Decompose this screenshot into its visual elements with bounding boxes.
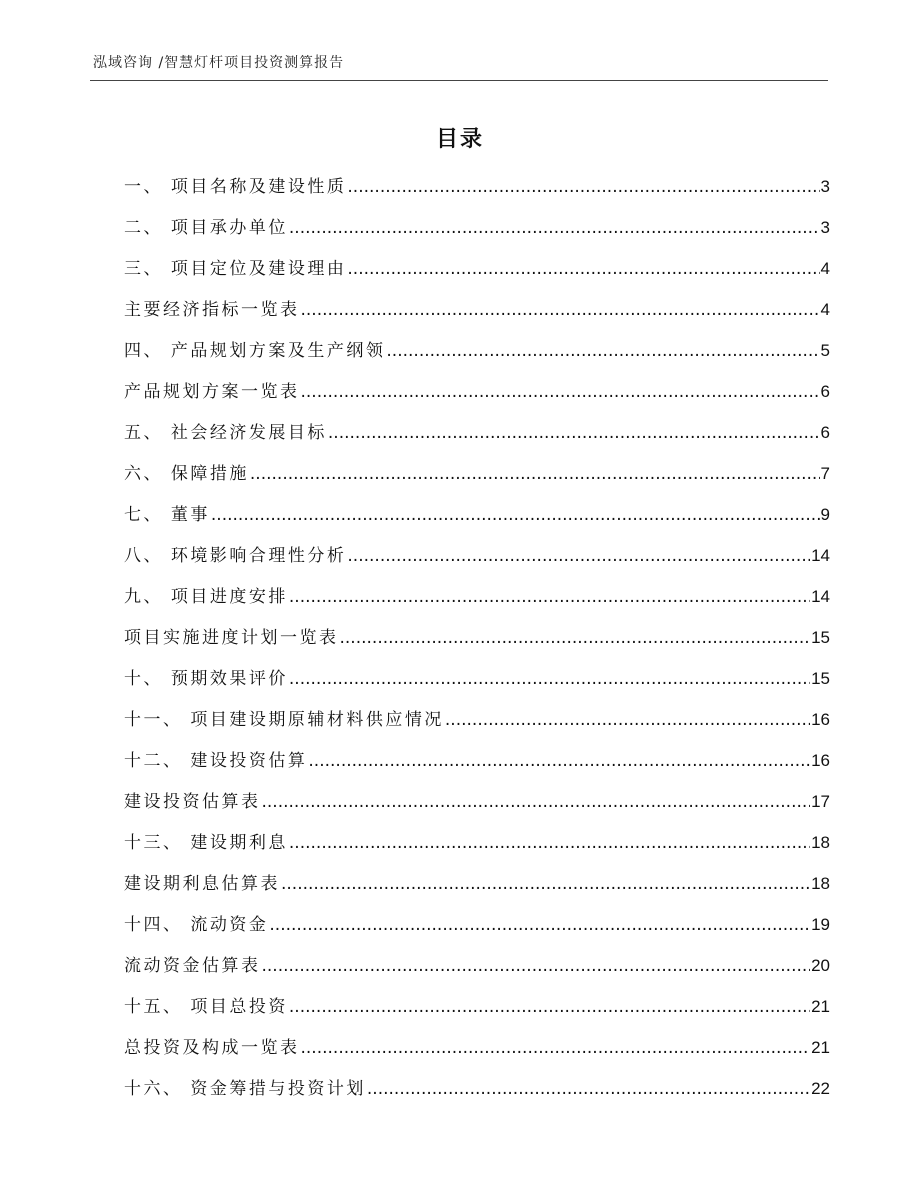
toc-leader-dots bbox=[289, 661, 810, 697]
toc-entry[interactable] bbox=[124, 210, 830, 251]
toc-entry-page-number: 15 bbox=[811, 669, 830, 688]
toc-entry-label: 四、 产品规划方案及生产纲领 bbox=[124, 341, 386, 361]
toc-entry-label: 总投资及构成一览表 bbox=[124, 1038, 300, 1058]
toc-leader-dots bbox=[308, 743, 810, 779]
toc-entry-label: 流动资金估算表 bbox=[124, 956, 261, 976]
toc-leader-dots bbox=[289, 825, 810, 861]
toc-entry-label: 产品规划方案一览表 bbox=[124, 382, 300, 402]
toc-entry[interactable] bbox=[124, 825, 830, 866]
toc-entry-page-number: 19 bbox=[811, 915, 830, 934]
toc-entry-label: 十四、 流动资金 bbox=[124, 915, 269, 935]
toc-leader-dots bbox=[367, 1071, 810, 1107]
toc-entry-label: 主要经济指标一览表 bbox=[124, 300, 300, 320]
toc-entry-page-number: 14 bbox=[811, 546, 830, 565]
toc-entry[interactable] bbox=[124, 579, 830, 620]
toc-leader-dots bbox=[289, 989, 810, 1025]
toc-entry-label: 一、 项目名称及建设性质 bbox=[124, 177, 347, 197]
toc-entry-page-number: 4 bbox=[820, 300, 830, 319]
toc-entry-page-number: 18 bbox=[811, 874, 830, 893]
toc-entry-label: 十三、 建设期利息 bbox=[124, 833, 288, 853]
toc-entry[interactable] bbox=[124, 702, 830, 743]
toc-entry[interactable] bbox=[124, 661, 830, 702]
toc-leader-dots bbox=[211, 497, 820, 533]
toc-entry[interactable] bbox=[124, 292, 830, 333]
toc-leader-dots bbox=[340, 620, 811, 656]
toc-entry-label: 八、 环境影响合理性分析 bbox=[124, 546, 347, 566]
toc-leader-dots bbox=[347, 538, 810, 574]
toc-entry-page-number: 9 bbox=[820, 505, 830, 524]
toc-entry-label: 十五、 项目总投资 bbox=[124, 997, 288, 1017]
toc-entry-page-number: 21 bbox=[811, 1038, 830, 1057]
toc-entry-page-number: 14 bbox=[811, 587, 830, 606]
toc-entry-page-number: 16 bbox=[811, 710, 830, 729]
toc-entry-label: 十一、 项目建设期原辅材料供应情况 bbox=[124, 710, 444, 730]
toc-entry-label: 六、 保障措施 bbox=[124, 464, 249, 484]
toc-entry-page-number: 5 bbox=[820, 341, 830, 360]
toc-entry[interactable] bbox=[124, 333, 830, 374]
toc-entry-page-number: 7 bbox=[820, 464, 830, 483]
toc-entry-page-number: 18 bbox=[811, 833, 830, 852]
toc-leader-dots bbox=[328, 415, 820, 451]
toc-entry-label: 十、 预期效果评价 bbox=[124, 669, 288, 689]
toc-leader-dots bbox=[301, 292, 820, 328]
toc-entry-page-number: 3 bbox=[820, 218, 830, 237]
toc-entry-page-number: 3 bbox=[820, 177, 830, 196]
toc-entry[interactable] bbox=[124, 866, 830, 907]
toc-entry[interactable] bbox=[124, 989, 830, 1030]
toc-entry[interactable] bbox=[124, 415, 830, 456]
toc-leader-dots bbox=[250, 456, 820, 492]
toc-entry-page-number: 21 bbox=[811, 997, 830, 1016]
toc-entry-page-number: 6 bbox=[820, 423, 830, 442]
toc-entry[interactable] bbox=[124, 374, 830, 415]
toc-leader-dots bbox=[301, 1030, 811, 1066]
toc-title: 目录 bbox=[435, 127, 484, 152]
toc-entry[interactable] bbox=[124, 907, 830, 948]
toc-entry-label: 二、 项目承办单位 bbox=[124, 218, 288, 238]
toc-leader-dots bbox=[281, 866, 810, 902]
toc-leader-dots bbox=[262, 784, 811, 820]
toc-leader-dots bbox=[301, 374, 820, 410]
toc-entry-page-number: 22 bbox=[811, 1079, 830, 1098]
toc-entry-page-number: 17 bbox=[811, 792, 830, 811]
toc-leader-dots bbox=[289, 210, 820, 246]
toc-leader-dots bbox=[289, 579, 810, 615]
toc-entry-label: 建设投资估算表 bbox=[124, 792, 261, 812]
toc-entry[interactable] bbox=[124, 620, 830, 661]
toc-leader-dots bbox=[347, 169, 819, 205]
toc-entry[interactable] bbox=[124, 538, 830, 579]
toc-list bbox=[124, 169, 830, 1112]
toc-entry[interactable] bbox=[124, 948, 830, 989]
toc-entry[interactable] bbox=[124, 169, 830, 210]
toc-entry[interactable] bbox=[124, 251, 830, 292]
toc-leader-dots bbox=[269, 907, 810, 943]
toc-leader-dots bbox=[347, 251, 819, 287]
toc-entry-label: 十二、 建设投资估算 bbox=[124, 751, 308, 771]
toc-leader-dots bbox=[262, 948, 811, 984]
toc-entry-label: 项目实施进度计划一览表 bbox=[124, 628, 339, 648]
toc-leader-dots bbox=[445, 702, 810, 738]
toc-entry[interactable] bbox=[124, 784, 830, 825]
toc-entry-page-number: 15 bbox=[811, 628, 830, 647]
toc-entry[interactable] bbox=[124, 1030, 830, 1071]
running-header: 泓域咨询 /智慧灯杆项目投资测算报告 bbox=[93, 55, 345, 71]
toc-entry-label: 建设期利息估算表 bbox=[124, 874, 280, 894]
toc-entry[interactable] bbox=[124, 743, 830, 784]
toc-entry-label: 九、 项目进度安排 bbox=[124, 587, 288, 607]
toc-entry-page-number: 4 bbox=[820, 259, 830, 278]
toc-entry[interactable] bbox=[124, 456, 830, 497]
toc-entry[interactable] bbox=[124, 1071, 830, 1112]
toc-entry[interactable] bbox=[124, 497, 830, 538]
toc-entry-label: 五、 社会经济发展目标 bbox=[124, 423, 327, 443]
toc-entry-page-number: 6 bbox=[820, 382, 830, 401]
toc-entry-label: 三、 项目定位及建设理由 bbox=[124, 259, 347, 279]
toc-entry-label: 七、 董事 bbox=[124, 505, 210, 525]
toc-entry-page-number: 20 bbox=[811, 956, 830, 975]
header-rule bbox=[90, 80, 828, 81]
toc-entry-page-number: 16 bbox=[811, 751, 830, 770]
toc-entry-label: 十六、 资金筹措与投资计划 bbox=[124, 1079, 366, 1099]
toc-leader-dots bbox=[386, 333, 819, 369]
